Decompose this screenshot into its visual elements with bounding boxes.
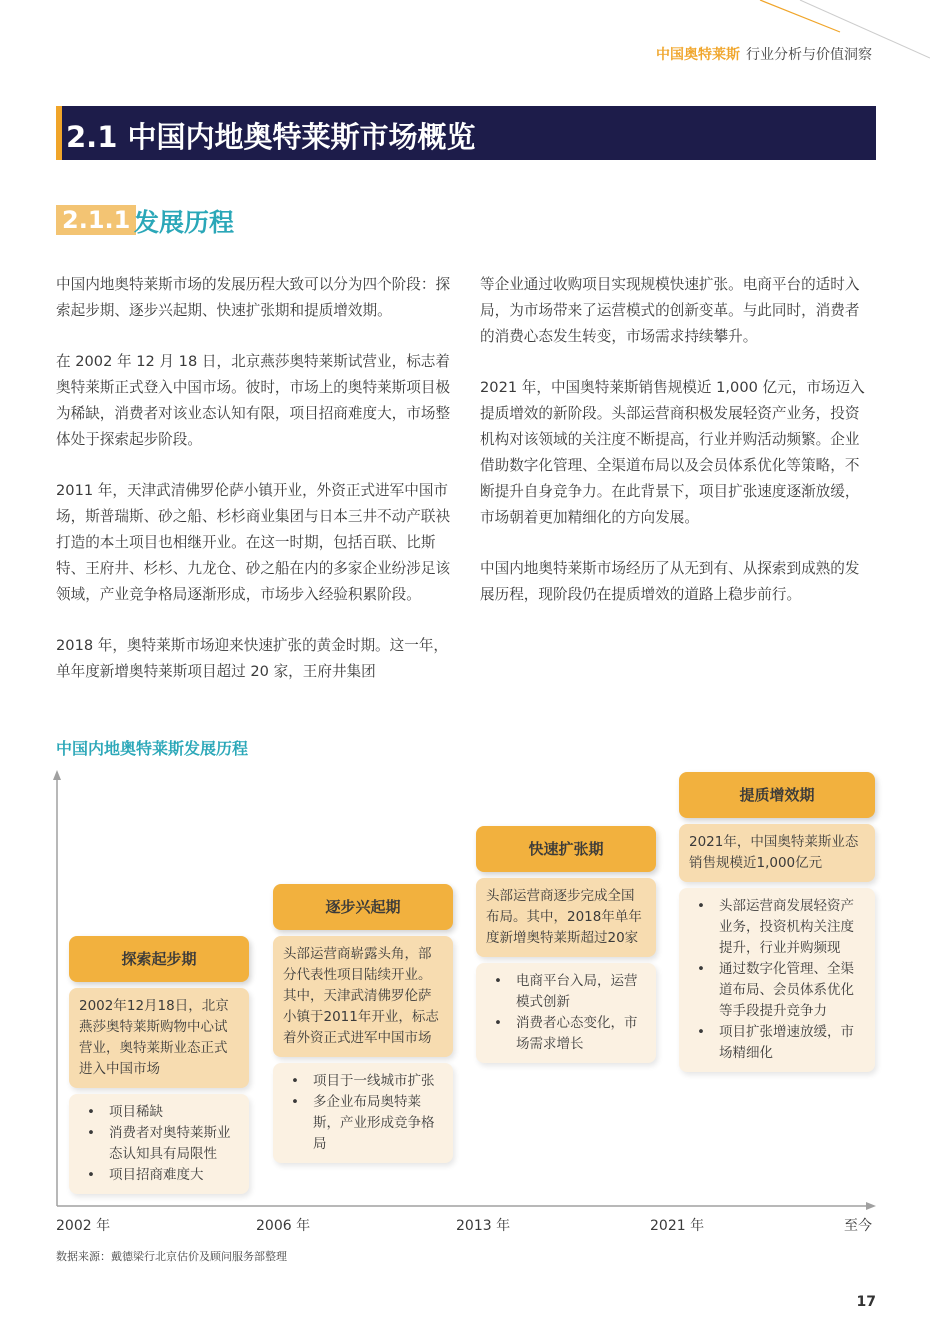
section-accent (56, 106, 62, 160)
timeline-title: 中国内地奥特莱斯发展历程 (56, 739, 249, 758)
page-number: 17 (856, 1294, 876, 1310)
stage-features (476, 963, 656, 1063)
data-source: 数据来源：戴德梁行北京估价及顾问服务部整理 (56, 1250, 287, 1263)
paragraph: 等企业通过收购项目实现规模快速扩张。电商平台的适时入局，为市场带来了运营模式的创新变革。与此同时，消费者的消费心态发生转变，市场需求持续攀升。 (480, 276, 860, 345)
list-item: • 项目扩张增速放缓，市场精细化 (719, 1022, 867, 1064)
paragraph: 2021 年，中国奥特莱斯销售规模近 1,000 亿元，市场迈入提质增效的新阶段。头部运营商积极发展轻资产业务，投资机构对该领域的关注度不断提高，行业并购活动频繁。企业借助数字化管理、全渠道布局以及会员体系优化等策略，不断提升自身竞争力。在此背景下，项目扩张速度逐渐放缓，市场朝着更加精细化的方向发展。 (480, 379, 865, 526)
stage-label: 快速扩张期 (476, 826, 656, 872)
list-item: • 消费者对奥特莱斯业态认知具有局限性 (109, 1123, 241, 1165)
decorative-lines (0, 0, 930, 80)
stage-features (69, 1094, 249, 1194)
list-item: • 项目于一线城市扩张 (313, 1071, 445, 1092)
x-axis-label: 2006 年 (256, 1218, 311, 1234)
stage-description: 2002年12月18日，北京燕莎奥特莱斯购物中心试营业，奥特莱斯业态正式进入中国市场 (69, 988, 249, 1088)
paragraph: 在 2002 年 12 月 18 日，北京燕莎奥特莱斯试营业，标志着奥特莱斯正式登入中国市场。彼时，市场上的奥特莱斯项目极为稀缺，消费者对该业态认知有限，项目招商难度大，市场整体处于探索起步阶段。 (56, 353, 451, 448)
paragraph: 中国内地奥特莱斯市场经历了从无到有、从探索到成熟的发展历程，现阶段仍在提质增效的道路上稳步前行。 (480, 560, 860, 603)
x-axis-label: 至今 (844, 1218, 872, 1234)
stage-emerging (273, 884, 453, 1163)
header-subtitle: 行业分析与价值洞察 (746, 47, 872, 63)
stage-features (273, 1063, 453, 1163)
subsection-number: 2.1.1 (56, 205, 136, 235)
x-axis-label: 2021 年 (650, 1218, 705, 1234)
stage-description: 头部运营商逐步完成全国布局。其中，2018年单年度新增奥特莱斯超过20家 (476, 878, 656, 957)
paragraph: 中国内地奥特莱斯市场的发展历程大致可以分为四个阶段：探索起步期、逐步兴起期、快速扩张期和提质增效期。 (56, 276, 451, 319)
stage-label: 提质增效期 (679, 772, 875, 818)
stage-description: 2021年，中国奥特莱斯业态销售规模近1,000亿元 (679, 824, 875, 882)
page-header (656, 44, 872, 64)
body-column-left (56, 272, 451, 710)
paragraph: 2018 年，奥特莱斯市场迎来快速扩张的黄金时期。这一年，单年度新增奥特莱斯项目超过 20 家，王府井集团 (56, 637, 449, 680)
x-axis-label: 2002 年 (56, 1218, 111, 1234)
section-title-bar (56, 106, 876, 160)
list-item: • 多企业布局奥特莱斯，产业形成竞争格局 (313, 1092, 445, 1155)
section-title: 2.1 中国内地奥特莱斯市场概览 (66, 120, 476, 154)
list-item: • 电商平台入局，运营模式创新 (516, 971, 648, 1013)
stage-expansion (476, 826, 656, 1063)
header-brand: 中国奥特莱斯 (656, 47, 740, 63)
paragraph: 2011 年，天津武清佛罗伦萨小镇开业，外资正式进军中国市场，斯普瑞斯、砂之船、杉杉商业集团与日本三井不动产联袂打造的本土项目也相继开业。在这一时期，包括百联、比斯特、王府井、杉杉、九龙仓、砂之船在内的多家企业纷涉足该领域，产业竞争格局逐渐形成，市场步入经验积累阶段。 (56, 482, 451, 603)
list-item: • 通过数字化管理、全渠道布局、会员体系优化等手段提升竞争力 (719, 959, 867, 1022)
list-item: • 项目招商难度大 (109, 1165, 241, 1186)
stage-exploration (69, 936, 249, 1194)
list-item: • 项目稀缺 (109, 1102, 241, 1123)
stage-label: 探索起步期 (69, 936, 249, 982)
x-axis-label: 2013 年 (456, 1218, 511, 1234)
stage-quality (679, 772, 875, 1072)
stage-label: 逐步兴起期 (273, 884, 453, 930)
body-column-right (480, 272, 870, 633)
list-item: • 头部运营商发展轻资产业务，投资机构关注度提升，行业并购频现 (719, 896, 867, 959)
list-item: • 消费者心态变化，市场需求增长 (516, 1013, 648, 1055)
subsection-title: 发展历程 (134, 208, 235, 237)
stage-description: 头部运营商崭露头角，部分代表性项目陆续开业。其中，天津武清佛罗伦萨小镇于2011年开业，标志着外资正式进军中国市场 (273, 936, 453, 1057)
stage-features (679, 888, 875, 1072)
